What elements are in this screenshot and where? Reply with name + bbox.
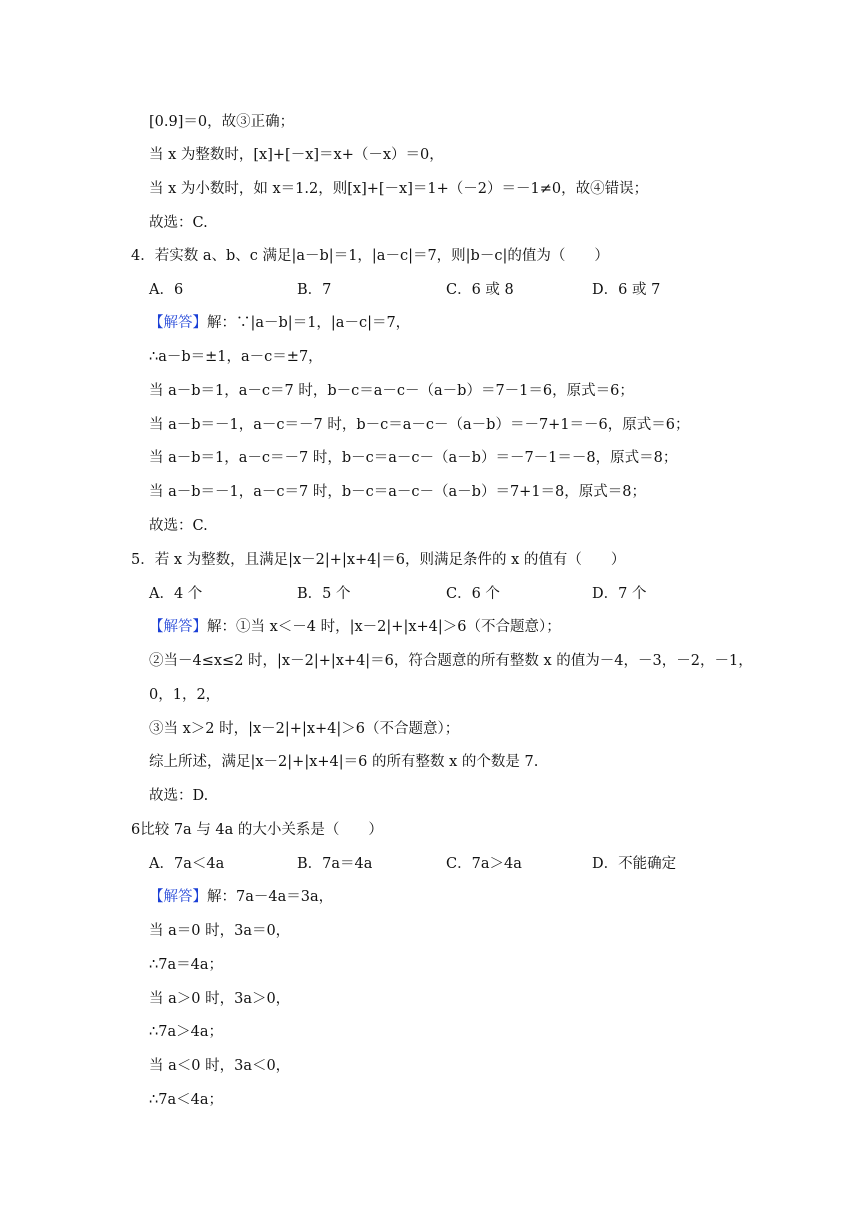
option-b: B．5 个 <box>297 586 351 602</box>
option-c: C．6 或 8 <box>446 282 514 298</box>
option-b: B．7 <box>297 282 332 298</box>
answer-tag: 【解答】 <box>149 889 207 905</box>
text-line: 当 a－b＝1，a－c＝－7 时，b－c＝a－c－（a－b）＝－7－1＝－8，原式＝8； <box>149 450 678 466</box>
text-line: 故选：C. <box>149 215 208 231</box>
text-line: ∴7a＜4a； <box>149 1092 223 1108</box>
option-c: C．7a＞4a <box>446 856 522 872</box>
option-d: D．6 或 7 <box>592 282 661 298</box>
text-line: 故选：C. <box>149 518 208 534</box>
option-d: D．7 个 <box>592 586 647 602</box>
text-line: 当 a＜0 时，3a＜0， <box>149 1058 291 1074</box>
text-line: 当 a＝0 时，3a＝0， <box>149 923 291 939</box>
text-line: ∴a－b＝±1，a－c＝±7， <box>149 349 323 365</box>
text-line: 当 a－b＝－1，a－c＝－7 时，b－c＝a－c－（a－b）＝－7+1＝－6，原式＝6； <box>149 417 690 433</box>
text-line: ②当－4≤x≤2 时，|x－2|+|x+4|＝6，符合题意的所有整数 x 的值为－4，－3，－2，－1， <box>149 653 753 669</box>
text-line: 当 x 为小数时，如 x＝1.2，则[x]+[－x]＝1+（－2）＝－1≠0，故④错误； <box>149 181 649 197</box>
text-line: ∴7a＞4a； <box>149 1024 223 1040</box>
answer-tag: 【解答】 <box>149 619 207 635</box>
answer-line: 【解答】解：7a－4a＝3a， <box>149 889 334 905</box>
option-b: B．7a＝4a <box>297 856 373 872</box>
text-line: ∴7a＝4a； <box>149 957 223 973</box>
option-c: C．6 个 <box>446 586 500 602</box>
text-line: ③当 x＞2 时，|x－2|+|x+4|＞6（不合题意）； <box>149 721 460 737</box>
text-line: 综上所述，满足|x－2|+|x+4|＝6 的所有整数 x 的个数是 7. <box>149 754 539 770</box>
answer-line: 【解答】解：①当 x＜－4 时，|x－2|+|x+4|＞6（不合题意）； <box>149 619 561 635</box>
answer-line: 【解答】解：∵|a－b|＝1，|a－c|＝7， <box>149 315 411 331</box>
text-line: 当 x 为整数时，[x]+[－x]＝x+（－x）＝0， <box>149 147 444 163</box>
text-line: [0.9]＝0，故③正确； <box>149 114 295 130</box>
text-line: 0，1，2， <box>149 687 221 703</box>
option-d: D．不能确定 <box>592 856 677 872</box>
option-a: A．7a＜4a <box>149 856 225 872</box>
question-5: 5．若 x 为整数，且满足|x－2|+|x+4|＝6，则满足条件的 x 的值有（ ） <box>131 552 626 568</box>
text-line: 当 a＞0 时，3a＞0， <box>149 991 291 1007</box>
question-6: 6比较 7a 与 4a 的大小关系是（ ） <box>131 822 383 838</box>
answer-tag: 【解答】 <box>149 315 207 331</box>
question-4: 4．若实数 a、b、c 满足|a－b|＝1，|a－c|＝7，则|b－c|的值为（ ） <box>131 248 609 264</box>
option-a: A．6 <box>149 282 184 298</box>
text-line: 当 a－b＝1，a－c＝7 时，b－c＝a－c－（a－b）＝7－1＝6，原式＝6； <box>149 383 634 399</box>
option-a: A．4 个 <box>149 586 203 602</box>
text-line: 故选：D. <box>149 788 209 804</box>
text-line: 当 a－b＝－1，a－c＝7 时，b－c＝a－c－（a－b）＝7+1＝8，原式＝8； <box>149 484 647 500</box>
